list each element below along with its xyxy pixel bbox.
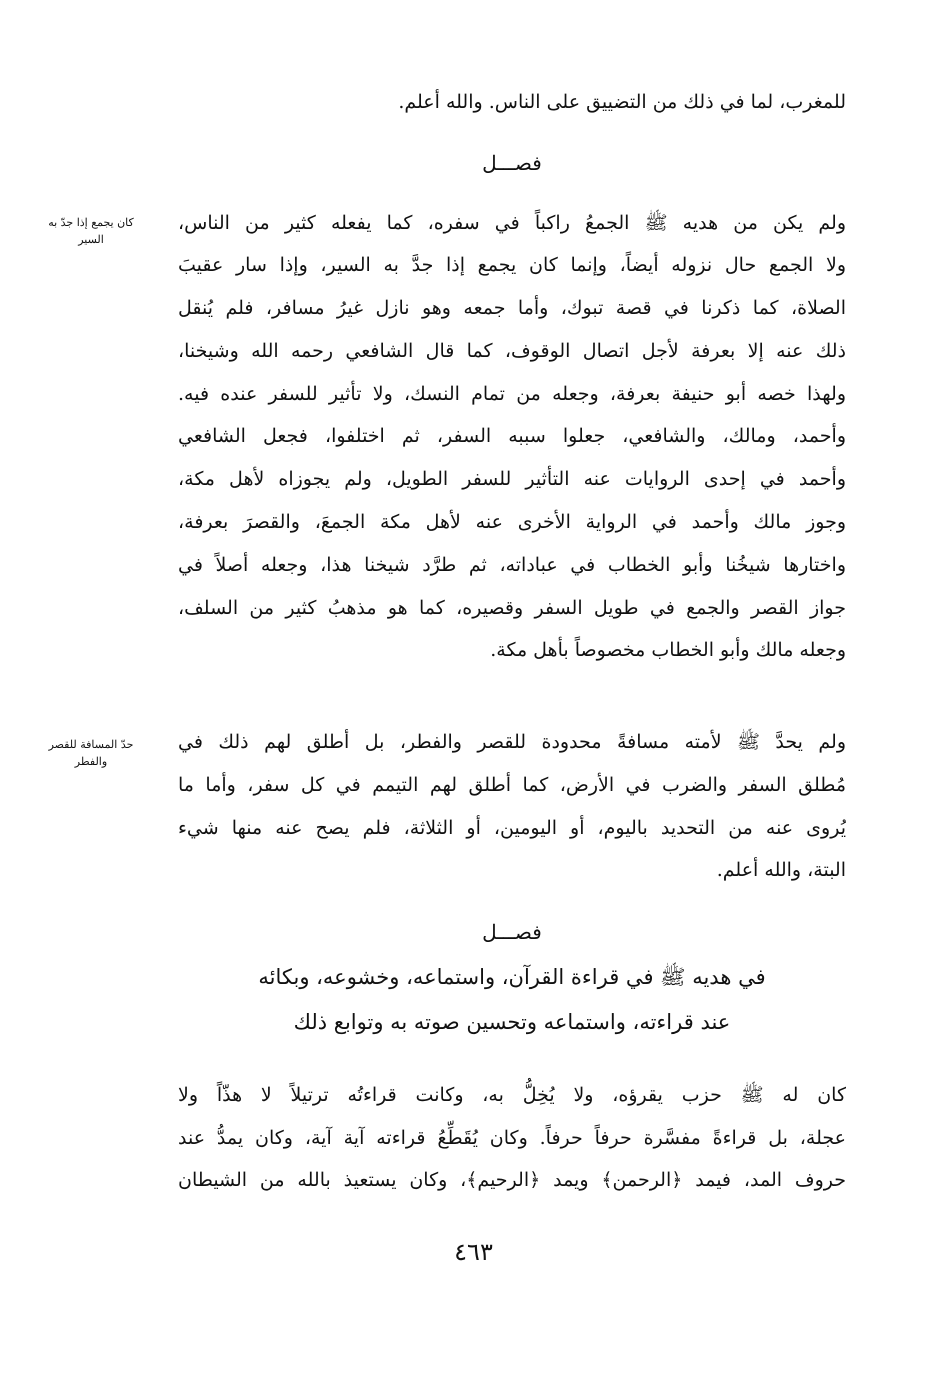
paragraph-line: وأحمد في إحدى الروايات عنه التأثير للسفر الطويل، ولم يجوزاه لأهل مكة، (178, 468, 846, 490)
paragraph-line: وجوز مالك وأحمد في الرواية الأخرى عنه لأهل مكة الجمعَ، والقصرَ بعرفة، (178, 511, 846, 533)
paragraph-line: كان له ﷺ حزب يقرؤه، ولا يُخِلُّ به، وكانت قراءتُه ترتيلاً لا هذّاً ولا (178, 1084, 846, 1106)
paragraph-line: ذلك عنه إلا بعرفة لأجل اتصال الوقوف، كما قال الشافعي رحمه الله وشيخنا، (178, 340, 846, 362)
paragraph-line: عجلة، بل قراءةً مفسَّرة حرفاً حرفاً. وكان يُقَطِّعُ قراءته آية آية، وكان يمدُّ عند (178, 1127, 846, 1149)
paragraph-line: وجعله مالك وأبو الخطاب مخصوصاً بأهل مكة. (490, 639, 846, 661)
section-title-line: في هديه ﷺ في قراءة القرآن، واستماعه، وخشوعه، وبكائه (258, 965, 766, 989)
paragraph-line: ولم يكن من هديه ﷺ الجمعُ راكباً في سفره، كما يفعله كثير من الناس، (178, 212, 846, 234)
intro-line: للمغرب، لما في ذلك من التضييق على الناس. والله أعلم. (398, 91, 846, 113)
section-heading-2: فصـــل (482, 920, 542, 944)
margin-note-1: كان يجمع إذا جدّ به السير (48, 216, 134, 246)
paragraph-line: ولم يحدَّ ﷺ لأمته مسافةً محدودة للقصر والفطر، بل أطلق لهم ذلك في (178, 731, 846, 753)
section-heading-1: فصـــل (482, 151, 542, 175)
paragraph-line: حروف المد، فيمد ﴿الرحمن﴾ ويمد ﴿الرحيم﴾، وكان يستعيذ بالله من الشيطان (178, 1169, 846, 1191)
paragraph-line: ولهذا خصه أبو حنيفة بعرفة، وجعله من تمام النسك، ولا تأثير للسفر عنده فيه. (178, 383, 846, 405)
margin-note-2: حدّ المسافة للقصر والفطر (48, 738, 134, 768)
paragraph-line: واختارها شيخُنا وأبو الخطاب في عباداته، ثم طرَّد شيخنا هذا، وجعله أصلاً في (178, 554, 846, 576)
paragraph-line: ولا الجمع حال نزوله أيضاً، وإنما كان يجمع إذا جدَّ به السير، وإذا سار عقيبَ (178, 254, 846, 276)
paragraph-line: وأحمد، ومالك، والشافعي، جعلوا سببه السفر، ثم اختلفوا، فجعل الشافعي (178, 425, 846, 447)
paragraph-line: مُطلق السفر والضرب في الأرض، كما أطلق لهم التيمم في كل سفر، وأما ما (178, 774, 846, 796)
section-title-line: عند قراءته، واستماعه وتحسين صوته به وتوابع ذلك (293, 1010, 731, 1034)
paragraph-line: البتة، والله أعلم. (716, 859, 846, 881)
paragraph-line: يُروى عنه من التحديد باليوم، أو اليومين، أو الثلاثة، فلم يصح عنه منها شيء (178, 817, 846, 839)
paragraph-line: جواز القصر والجمع في طويل السفر وقصيره، كما هو مذهبُ كثير من السلف، (178, 597, 846, 619)
paragraph-line: الصلاة، كما ذكرنا في قصة تبوك، وأما جمعه وهو نازل غيرُ مسافر، فلم يُنقل (178, 297, 846, 319)
page-number: ٤٦٣ (454, 1238, 493, 1266)
